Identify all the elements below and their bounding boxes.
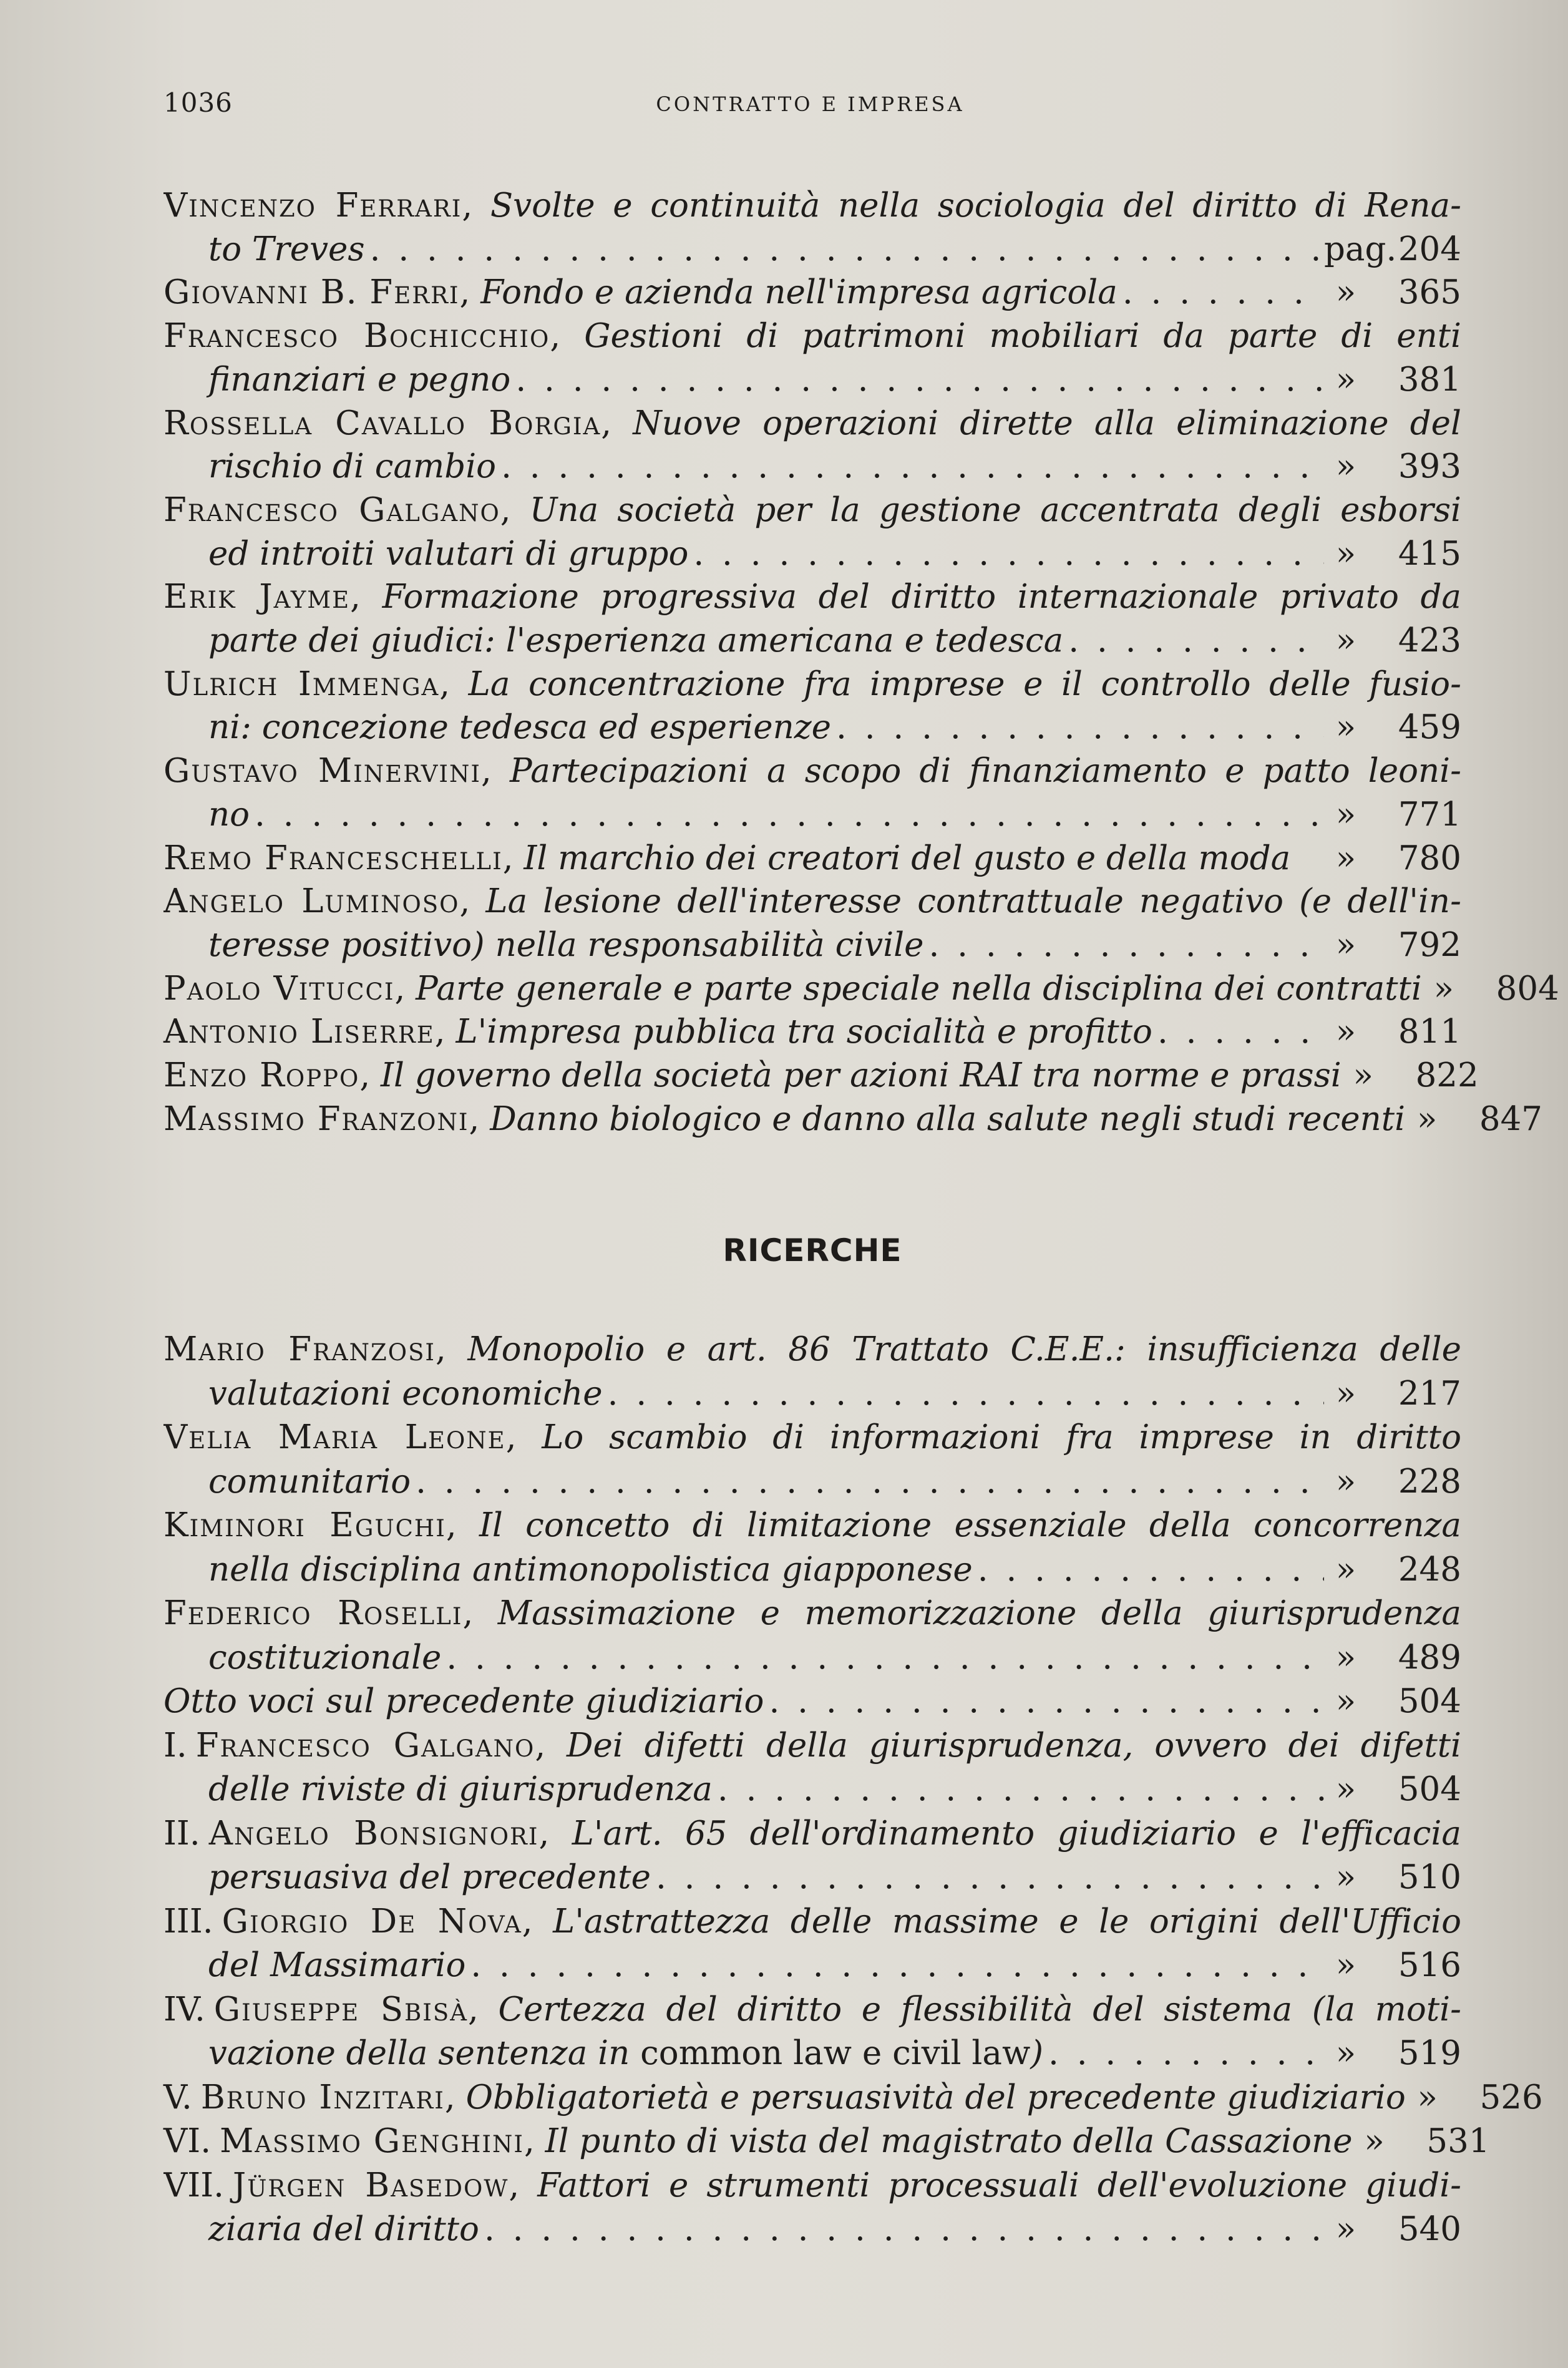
entry-title-cont: comunitario — [208, 1462, 411, 1501]
entry-marker: » — [1335, 2034, 1356, 2072]
toc-entry[interactable]: Ulrich Immenga, La concentrazione fra imprese e il controllo delle fusio- ni: concezione tedesca ed esperienze . . . » 459 — [163, 663, 1461, 749]
entry-title-close: ) — [1030, 2034, 1044, 2072]
entry-author: Francesco Galgano — [163, 490, 500, 529]
leader-dots — [928, 923, 1324, 967]
entry-title: Gestioni di patrimoni mobiliari da parte di enti — [584, 317, 1461, 356]
leader-dots — [1122, 271, 1324, 314]
running-head: CONTRATTO E IMPRESA — [656, 92, 965, 116]
entry-author: Angelo Bonsignori — [208, 1814, 539, 1853]
entry-title: La lesione dell'interesse contrattuale negativo (e dell'in- — [485, 882, 1461, 921]
entry-marker: » — [1335, 1682, 1356, 1720]
entry-marker: » — [1335, 1374, 1356, 1413]
entry-title-cont: parte dei giudici: l'esperienza americana e tedesca — [208, 621, 1064, 660]
entry-marker: » — [1335, 534, 1356, 573]
entry-title: L'art. 65 dell'ordinamento giudiziario e l'efficacia — [572, 1814, 1461, 1853]
toc-entry[interactable]: Kiminori Eguchi, Il concetto di limitazione essenziale della concorrenza nella disciplina antimonopolistica giapponese . . . » 248 — [163, 1504, 1461, 1592]
entry-numeral: V. — [163, 2078, 192, 2117]
entry-title: Dei difetti della giurisprudenza, ovvero dei difetti — [567, 1726, 1461, 1765]
leader-dots — [769, 1680, 1324, 1724]
entry-author: Gustavo Minervini — [163, 752, 482, 791]
entry-marker: » — [1335, 1013, 1356, 1051]
entry-author: Antonio Liserre — [163, 1013, 435, 1051]
section-heading-ricerche: RICERCHE — [723, 1232, 902, 1269]
entry-page: 365 — [1398, 273, 1461, 312]
entry-author: Giorgio De Nova — [222, 1902, 522, 1941]
entry-author: Massimo Franzoni — [163, 1099, 469, 1138]
entry-title: Monopolio e art. 86 Trattato C.E.E.: insufficienza delle — [467, 1330, 1461, 1368]
entry-title-cont: nella disciplina antimonopolistica giapponese — [208, 1550, 973, 1589]
entry-marker: » — [1335, 360, 1356, 399]
entry-page: 847 — [1479, 1099, 1543, 1138]
entry-page: 248 — [1398, 1550, 1461, 1589]
entry-numeral: III. — [163, 1902, 213, 1941]
toc-entry[interactable]: Mario Franzosi, Monopolio e art. 86 Trattato C.E.E.: insufficienza delle valutazioni economiche . . . » 217 — [163, 1328, 1461, 1416]
toc-entry[interactable]: Velia Maria Leone, Lo scambio di informazioni fra imprese in diritto comunitario . . . » 228 — [163, 1416, 1461, 1504]
entry-title-cont: no — [208, 795, 250, 834]
entry-title: Nuove operazioni dirette alla eliminazione del — [633, 404, 1461, 442]
entry-marker: » — [1335, 447, 1356, 486]
leader-dots — [836, 706, 1324, 749]
entry-numeral: II. — [163, 1814, 200, 1853]
entry-title: L'astrattezza delle massime e le origini dell'Ufficio — [553, 1902, 1461, 1941]
entry-title-cont: ziaria del diritto — [208, 2210, 479, 2248]
toc-entry[interactable]: IV. Giuseppe Sbisà, Certezza del diritto e flessibilità del sistema (la moti- vazione della sentenza in common law e civil law) . . . » 519 — [163, 1988, 1461, 2076]
toc-entry[interactable]: I. Francesco Galgano, Dei difetti della giurisprudenza, ovvero dei difetti delle riviste di giurisprudenza . . . » 504 — [163, 1724, 1461, 1812]
leader-dots — [515, 358, 1324, 402]
entry-title: Il governo della società per azioni RAI tra norme e prassi — [381, 1056, 1342, 1095]
leader-dots — [1048, 2032, 1324, 2076]
toc-entry[interactable]: Francesco Bochicchio, Gestioni di patrimoni mobiliari da parte di enti finanziari e pegno . . . » 381 — [163, 314, 1461, 401]
toc-entry[interactable]: Angelo Luminoso, La lesione dell'interesse contrattuale negativo (e dell'in- teresse positivo) nella responsabilità civile . . . » 792 — [163, 880, 1461, 967]
entry-page: 540 — [1398, 2210, 1461, 2248]
entry-marker: » — [1416, 1099, 1438, 1138]
toc-entry[interactable]: Erik Jayme, Formazione progressiva del diritto internazionale privato da parte dei giudici: l'esperienza americana e tedesca . . . » 423 — [163, 575, 1461, 662]
entry-author: Bruno Inzitari — [200, 2078, 445, 2117]
entry-author: Enzo Roppo — [163, 1056, 360, 1095]
entry-page: 804 — [1496, 969, 1559, 1008]
entry-page: 489 — [1398, 1638, 1461, 1677]
entry-marker: » — [1433, 969, 1454, 1008]
leader-dots — [608, 1372, 1324, 1416]
entry-title-cont: costituzionale — [208, 1638, 442, 1677]
leader-dots — [1068, 619, 1324, 663]
entry-title: Partecipazioni a scopo di finanziamento e patto leoni- — [510, 752, 1461, 791]
entry-title: La concentrazione fra imprese e il controllo delle fusio- — [468, 665, 1461, 703]
toc-entry[interactable]: VI. Massimo Genghini, Il punto di vista del magistrato della Cassazione » 531 — [163, 2120, 1461, 2164]
entry-page: 531 — [1426, 2122, 1490, 2160]
contents-list-ricerche — [163, 1328, 1543, 2252]
entry-title-cont: valutazioni economiche — [208, 1374, 603, 1413]
entry-title-roman: common law e civil law — [640, 2034, 1031, 2072]
entry-author: Vincenzo Ferrari — [163, 187, 462, 225]
entry-title: Obbligatorietà e persuasività del precedente giudiziario — [465, 2078, 1406, 2117]
toc-entry[interactable]: Paolo Vitucci, Parte generale e parte speciale nella disciplina dei contratti » 804 — [163, 967, 1461, 1011]
entry-author: Erik Jayme — [163, 578, 351, 616]
entry-marker: » — [1335, 2210, 1356, 2248]
entry-title-cont: rischio di cambio — [208, 447, 497, 486]
toc-entry[interactable]: Remo Franceschelli, Il marchio dei creatori del gusto e della moda » 780 — [163, 837, 1461, 880]
entry-author: Massimo Genghini — [220, 2122, 524, 2160]
toc-entry[interactable]: V. Bruno Inzitari, Obbligatorietà e persuasività del precedente giudiziario » 526 — [163, 2076, 1461, 2120]
entry-title-cont: to Treves — [208, 230, 365, 268]
entry-page: 415 — [1398, 534, 1461, 573]
entry-marker: » — [1417, 2078, 1438, 2117]
entry-title: Danno biologico e danno alla salute negli studi recenti — [490, 1099, 1406, 1138]
leader-dots — [501, 445, 1324, 489]
entry-author: Francesco Bochicchio — [163, 317, 550, 356]
leader-dots — [370, 228, 1324, 271]
toc-entry[interactable]: Giovanni B. Ferri, Fondo e azienda nell'impresa agricola . . . » 365 — [163, 271, 1461, 314]
page-header — [163, 87, 1457, 125]
entry-marker: » — [1335, 1550, 1356, 1589]
entry-title-cont: finanziari e pegno — [208, 360, 511, 399]
entry-numeral: IV. — [163, 1990, 205, 2029]
entry-title-cont: vazione della sentenza in — [208, 2034, 630, 2072]
entry-author: Rossella Cavallo Borgia — [163, 404, 601, 442]
leader-dots — [484, 2208, 1324, 2252]
entry-page: 526 — [1479, 2078, 1543, 2117]
entry-author: Mario Franzosi — [163, 1330, 436, 1368]
entry-title-cont: persuasiva del precedente — [208, 1858, 651, 1896]
entry-title: Certezza del diritto e flessibilità del sistema (la moti- — [498, 1990, 1461, 2029]
entry-page: 771 — [1398, 795, 1461, 834]
leader-dots — [416, 1460, 1324, 1504]
toc-entry[interactable]: Gustavo Minervini, Partecipazioni a scopo di finanziamento e patto leoni- no . . . » 771 — [163, 749, 1461, 836]
entry-page: 822 — [1415, 1056, 1479, 1095]
entry-numeral: VII. — [163, 2166, 224, 2205]
toc-entry[interactable]: Antonio Liserre, L'impresa pubblica tra socialità e profitto . . . » 811 — [163, 1010, 1461, 1054]
entry-title: Il concetto di limitazione essenziale della concorrenza — [479, 1506, 1461, 1544]
entry-title: Massimazione e memorizzazione della giurisprudenza — [497, 1594, 1461, 1632]
toc-entry[interactable] — [163, 1680, 1461, 1724]
toc-entry[interactable]: Francesco Galgano, Una società per la gestione accentrata degli esborsi ed introiti valutari di gruppo . . . » 415 — [163, 489, 1461, 575]
entry-marker: » — [1335, 708, 1356, 747]
entry-title: Otto voci sul precedente giudiziario — [163, 1682, 764, 1720]
entry-author: Francesco Galgano — [195, 1726, 535, 1765]
contents-list-saggi — [163, 184, 1559, 1141]
entry-page: 516 — [1398, 1946, 1461, 1984]
entry-page: 393 — [1398, 447, 1461, 486]
entry-marker: » — [1353, 1056, 1373, 1095]
toc-entry[interactable]: Rossella Cavallo Borgia, Nuove operazioni dirette alla eliminazione del rischio di cambio . . . » 393 — [163, 402, 1461, 489]
leader-dots — [470, 1944, 1324, 1988]
leader-dots — [656, 1856, 1324, 1900]
entry-numeral: VI. — [163, 2122, 212, 2160]
entry-marker: » — [1335, 273, 1356, 312]
entry-page: 459 — [1398, 708, 1461, 747]
entry-page: 519 — [1398, 2034, 1461, 2072]
entry-page: 504 — [1398, 1770, 1461, 1808]
leader-dots — [693, 532, 1324, 576]
entry-title-cont: ed introiti valutari di gruppo — [208, 534, 689, 573]
entry-marker: pag. — [1324, 230, 1397, 268]
entry-author: Angelo Luminoso — [163, 882, 460, 921]
entry-title: Fattori e strumenti processuali dell'evoluzione giudi- — [537, 2166, 1461, 2205]
leader-dots — [446, 1636, 1324, 1680]
entry-title: Svolte e continuità nella sociologia del diritto di Rena- — [490, 187, 1461, 225]
entry-page: 510 — [1398, 1858, 1461, 1896]
entry-marker: » — [1335, 1946, 1356, 1984]
entry-title: Il punto di vista del magistrato della Cassazione — [545, 2122, 1353, 2160]
toc-entry[interactable]: VII. Jürgen Basedow, Fattori e strumenti processuali dell'evoluzione giudi- ziaria del diritto . . . » 540 — [163, 2164, 1461, 2252]
entry-author: Federico Roselli — [163, 1594, 463, 1632]
entry-title: Formazione progressiva del diritto internazionale privato da — [382, 578, 1461, 616]
entry-page: 381 — [1398, 360, 1461, 399]
entry-numeral: I. — [163, 1726, 187, 1765]
entry-title-cont: del Massimario — [208, 1946, 466, 1984]
entry-title: Una società per la gestione accentrata degli esborsi — [529, 490, 1461, 529]
entry-marker: » — [1335, 1462, 1356, 1501]
entry-marker: » — [1335, 1858, 1356, 1896]
entry-page: 811 — [1398, 1013, 1461, 1051]
entry-marker: » — [1335, 621, 1356, 660]
entry-author: Ulrich Immenga — [163, 665, 440, 703]
entry-marker: » — [1335, 795, 1356, 834]
page-number: 1036 — [163, 87, 233, 118]
leader-dots — [718, 1768, 1324, 1812]
entry-title: Lo scambio di informazioni fra imprese in diritto — [542, 1418, 1461, 1456]
entry-title-cont: delle riviste di giurisprudenza — [208, 1770, 713, 1808]
entry-title: Parte generale e parte speciale nella disciplina dei contratti — [416, 969, 1422, 1008]
entry-marker: » — [1335, 1770, 1356, 1808]
entry-page: 228 — [1398, 1462, 1461, 1501]
entry-marker: » — [1335, 1638, 1356, 1677]
toc-entry[interactable]: Vincenzo Ferrari, Svolte e continuità nella sociologia del diritto di Rena- to Treves . . . pag. 204 — [163, 184, 1461, 271]
toc-entry[interactable]: III. Giorgio De Nova, L'astrattezza delle massime e le origini dell'Ufficio del Massimario . . . » 516 — [163, 1900, 1461, 1988]
entry-page: 792 — [1398, 925, 1461, 964]
entry-marker: » — [1335, 925, 1356, 964]
entry-title: Fondo e azienda nell'impresa agricola — [480, 273, 1118, 312]
toc-entry[interactable]: II. Angelo Bonsignori, L'art. 65 dell'ordinamento giudiziario e l'efficacia persuasiva del precedente . . . » 510 — [163, 1812, 1461, 1900]
leader-dots — [1157, 1010, 1324, 1054]
entry-author: Paolo Vitucci — [163, 969, 395, 1008]
entry-page: 204 — [1398, 230, 1461, 268]
entry-title: L'impresa pubblica tra socialità e profitto — [455, 1013, 1152, 1051]
entry-author: Giuseppe Sbisà — [213, 1990, 468, 2029]
entry-author: Remo Franceschelli — [163, 839, 503, 877]
toc-entry[interactable]: Federico Roselli, Massimazione e memorizzazione della giurisprudenza costituzionale . . . » 489 — [163, 1592, 1461, 1680]
entry-title-cont: teresse positivo) nella responsabilità civile — [208, 925, 924, 964]
entry-page: 423 — [1398, 621, 1461, 660]
entry-page: 217 — [1398, 1374, 1461, 1413]
entry-page: 504 — [1398, 1682, 1461, 1720]
entry-author: Giovanni B. Ferri — [163, 273, 460, 312]
entry-marker: » — [1335, 839, 1356, 877]
toc-entry[interactable]: Enzo Roppo, Il governo della società per azioni RAI tra norme e prassi » 822 — [163, 1054, 1461, 1098]
entry-marker: » — [1364, 2122, 1385, 2160]
toc-entry[interactable]: Massimo Franzoni, Danno biologico e danno alla salute negli studi recenti » 847 — [163, 1098, 1461, 1141]
entry-author: Jürgen Basedow — [233, 2166, 509, 2205]
entry-title: Il marchio dei creatori del gusto e della moda — [523, 839, 1291, 877]
leader-dots — [978, 1548, 1324, 1592]
entry-author: Velia Maria Leone — [163, 1418, 506, 1456]
entry-author: Kiminori Eguchi — [163, 1506, 446, 1544]
entry-page: 780 — [1398, 839, 1461, 877]
entry-title-cont: ni: concezione tedesca ed esperienze — [208, 708, 832, 747]
leader-dots — [255, 793, 1324, 837]
